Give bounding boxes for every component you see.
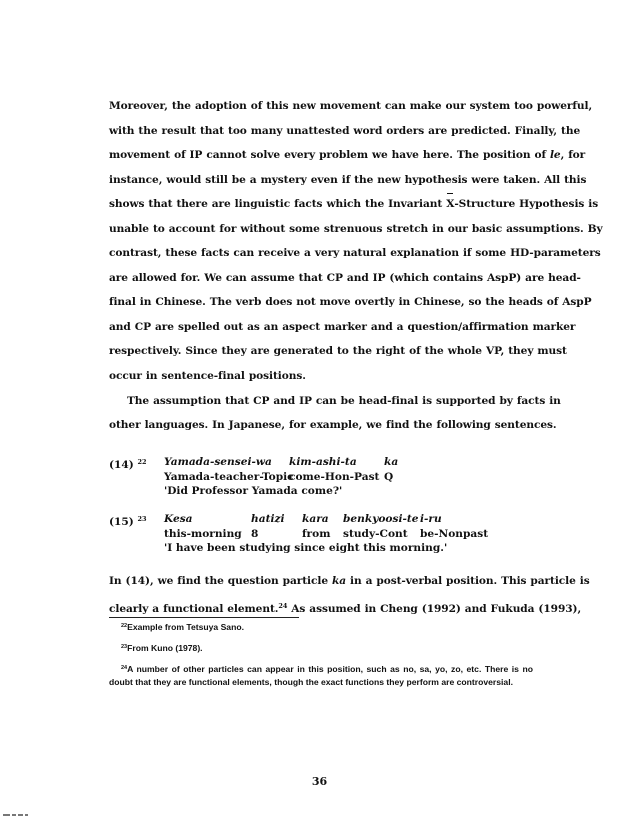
text-segment: movement of IP cannot solve every problem we have here. The position of xyxy=(109,149,550,162)
text-line: respectively. Since they are generated to the right of the whole VP, they must xyxy=(109,345,567,358)
page-number: 36 xyxy=(311,775,328,788)
text-line: contrast, these facts can receive a very natural explanation if some HD-parameters xyxy=(109,247,601,260)
free-translation: 'I have been studying since eight this morning.' xyxy=(164,542,448,554)
example-15 xyxy=(109,512,533,557)
text-line: Moreover, the adoption of this new movement can make our system too powerful, xyxy=(109,100,593,112)
gloss-translation: this-morning xyxy=(164,527,242,540)
gloss-source: kara xyxy=(302,513,329,525)
gloss-source: kim-ashi-ta xyxy=(289,456,357,468)
gloss-source: hatizi xyxy=(251,513,285,525)
text-line xyxy=(109,143,586,168)
text-segment: -Structure Hypothesis is xyxy=(454,198,599,211)
text-segment: shows that there are linguistic facts which the Invariant xyxy=(109,198,447,211)
text-line: occur in sentence-final positions. xyxy=(109,370,306,383)
gloss-translation: 8 xyxy=(251,527,259,540)
example-14 xyxy=(109,455,533,500)
gloss-source: Yamada-sensei-wa xyxy=(164,456,272,468)
footnote-ref: 24 xyxy=(278,601,288,610)
example-number: (14) $^{22}$ xyxy=(109,458,147,471)
footnote-24: $^{24}$A number of other particles can appear in this position, such as no, sa, yo, zo, etc. There is no doubt that they are functional elements, though the exact functions they perform are controversial. xyxy=(109,664,533,687)
text-line: In (14), we find the question particle ka in a post-verbal position. This particle is xyxy=(109,575,590,587)
footnote-rule xyxy=(109,617,299,618)
gloss-translation: be-Nonpast xyxy=(420,527,489,540)
italic-term-le: le xyxy=(549,149,561,162)
x-bar-symbol: X xyxy=(446,192,454,217)
gloss-source: Kesa xyxy=(164,513,193,525)
text-line: unable to account for without some strenuous stretch in our basic assumptions. By xyxy=(109,222,603,235)
scan-artifact xyxy=(3,814,33,816)
gloss-translation: Yamada-teacher-Topic xyxy=(164,470,294,483)
example-number: (15) $^{23}$ xyxy=(109,515,147,528)
footnote-ref: 22 xyxy=(137,458,147,466)
footnote-ref: 23 xyxy=(137,515,147,523)
footnote-23: $^{23}$From Kuno (1978). xyxy=(121,643,203,653)
italic-term-ka: ka xyxy=(331,575,347,587)
text-line: with the result that too many unattested word orders are predicted. Finally, the xyxy=(109,124,581,137)
gloss-translation: Q xyxy=(384,470,394,483)
body-paragraph-3 xyxy=(109,569,590,618)
gloss-translation: from xyxy=(302,527,331,540)
free-translation: 'Did Professor Yamada come?' xyxy=(164,485,343,497)
text-line: and CP are spelled out as an aspect marker and a question/affirmation marker xyxy=(109,320,576,333)
body-paragraph-1 xyxy=(109,94,603,438)
text-line xyxy=(109,192,599,217)
paragraph-2-line: other languages. In Japanese, for example, we find the following sentences. xyxy=(109,419,557,432)
gloss-source: i-ru xyxy=(420,513,442,525)
footnote-22: $^{22}$Example from Tetsuya Sano. xyxy=(121,622,244,632)
text-line: final in Chinese. The verb does not move overtly in Chinese, so the heads of AspP xyxy=(109,296,592,309)
gloss-source: benkyoosi-te xyxy=(343,513,419,525)
gloss-translation: study-Cont xyxy=(343,527,408,540)
gloss-source: ka xyxy=(384,456,399,468)
text-line: instance, would still be a mystery even if the new hypothesis were taken. All this xyxy=(109,173,587,186)
text-line: clearly a functional element.$^{24}$ As assumed in Cheng (1992) and Fukuda (1993), xyxy=(109,601,582,615)
text-segment: , for xyxy=(560,149,586,162)
gloss-translation: come-Hon-Past xyxy=(289,470,380,483)
paragraph-2-line: The assumption that CP and IP can be head-final is supported by facts in xyxy=(127,394,561,407)
footnotes xyxy=(109,620,533,689)
text-line: are allowed for. We can assume that CP and IP (which contains AspP) are head- xyxy=(109,271,581,284)
